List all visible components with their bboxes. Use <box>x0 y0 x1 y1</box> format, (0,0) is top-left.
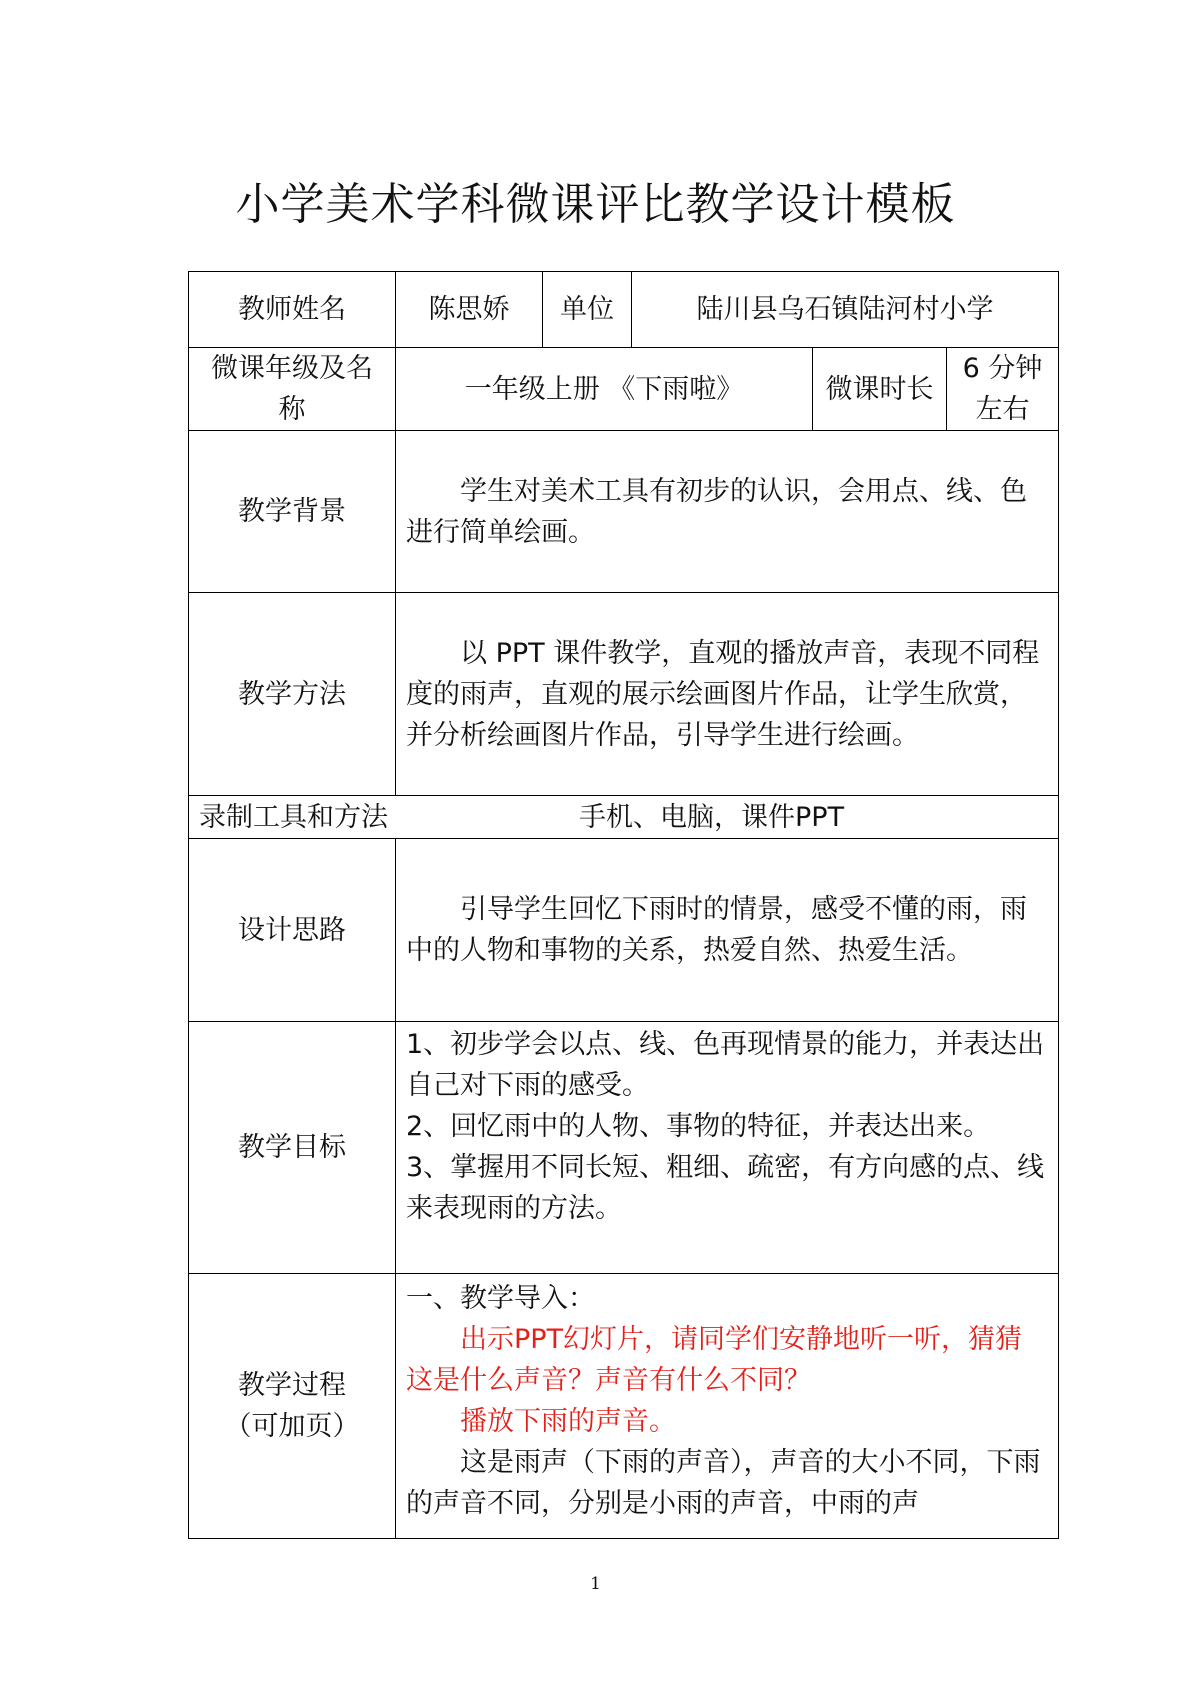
process-label: 教学过程 <box>238 1370 346 1401</box>
table-row <box>189 1274 1059 1539</box>
unit-value: 陆川县乌石镇陆河村小学 <box>632 272 1059 348</box>
goal-item: 2、回忆雨中的人物、事物的特征，并表达出来。 <box>406 1111 991 1142</box>
design-text: 引导学生回忆下雨时的情景，感受不懂的雨，雨中的人物和事物的关系，热爱自然、热爱生活。 <box>406 894 1027 966</box>
unit-label: 单位 <box>543 272 632 348</box>
goal-item: 3、掌握用不同长短、粗细、疏密，有方向感的点、线来表现雨的方法。 <box>406 1152 1045 1224</box>
lesson-design-table <box>188 271 1059 1539</box>
tools-label: 录制工具和方法 <box>199 801 388 833</box>
method-text: 以 PPT 课件教学，直观的播放声音，表现不同程度的雨声，直观的展示绘画图片作品，让学生欣赏，并分析绘画图片作品，引导学生进行绘画。 <box>406 637 1040 751</box>
process-heading: 一、教学导入： <box>406 1283 595 1314</box>
process-cell <box>396 1274 1059 1539</box>
page-title: 小学美术学科微课评比教学设计模板 <box>235 179 956 230</box>
grade-label: 微课年级及名称 <box>189 348 396 431</box>
process-label-cell <box>189 1274 396 1539</box>
method-cell <box>396 593 1059 796</box>
process-label-sub: （可加页） <box>224 1411 360 1442</box>
tools-value: 手机、电脑，课件PPT <box>579 801 845 833</box>
table-row <box>189 431 1059 593</box>
duration-label: 微课时长 <box>813 348 947 431</box>
table-row <box>189 272 1059 348</box>
background-label: 教学背景 <box>189 431 396 593</box>
table-row <box>189 593 1059 796</box>
table-row <box>189 839 1059 1022</box>
teacher-name-label: 教师姓名 <box>189 272 396 348</box>
background-cell <box>396 431 1059 593</box>
grade-value: 一年级上册 《下雨啦》 <box>396 348 813 431</box>
goals-label: 教学目标 <box>189 1022 396 1274</box>
process-text: 这是雨声（下雨的声音），声音的大小不同，下雨的声音不同，分别是小雨的声音，中雨的声 <box>406 1447 1041 1519</box>
design-label: 设计思路 <box>189 839 396 1022</box>
goals-cell <box>396 1022 1059 1274</box>
table-row <box>189 348 1059 431</box>
tools-cell <box>189 796 1059 839</box>
background-text: 学生对美术工具有初步的认识，会用点、线、色进行简单绘画。 <box>406 475 1027 548</box>
design-cell <box>396 839 1059 1022</box>
table-row <box>189 796 1059 839</box>
process-red-line-1: 出示PPT幻灯片，请同学们安静地听一听，猜猜这是什么声音？声音有什么不同？ <box>406 1324 1023 1396</box>
goal-item: 1、初步学会以点、线、色再现情景的能力，并表达出自己对下雨的感受。 <box>406 1029 1045 1101</box>
table-row <box>189 1022 1059 1274</box>
teacher-name-value: 陈思娇 <box>396 272 543 348</box>
page-number: 1 <box>590 1574 601 1594</box>
method-label: 教学方法 <box>189 593 396 796</box>
duration-value: 6 分钟左右 <box>947 348 1059 431</box>
process-red-line-2: 播放下雨的声音。 <box>460 1406 676 1437</box>
